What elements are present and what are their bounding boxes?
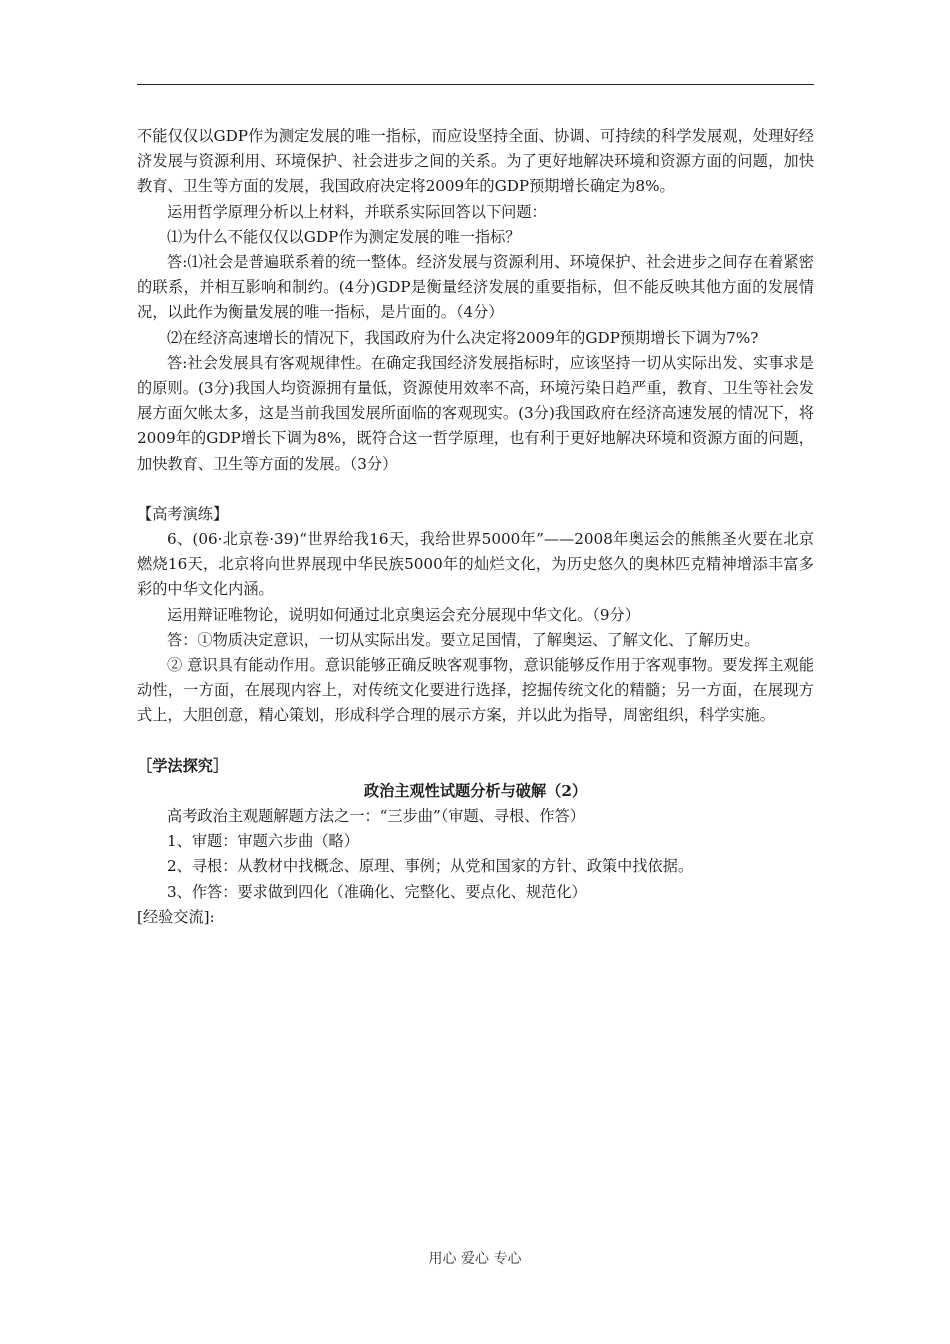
header-rule (137, 84, 814, 85)
method-section-heading: ［学法探究］ (137, 756, 229, 775)
instruction-paragraph: 运用哲学原理分析以上材料，并联系实际回答以下问题： (167, 202, 547, 221)
exam-answer-2: ② 意识具有能动作用。意识能够正确反映客观事物，意识能够反作用于客观事物。要发挥主观能动性，一方面，在展现内容上，对传统文化要进行选择，挖掘传统文化的精髓；另一方面，在展现方式上，大胆创意，精心策划，形成科学合理的展示方案，并以此为指导，周密组织，科学实施。 (137, 656, 814, 725)
exam-answer-1: 答：①物质决定意识，一切从实际出发。要立足国情，了解奥运、了解文化、了解历史。 (167, 630, 760, 649)
document-body (137, 124, 814, 930)
method-step-1: 1、审题：审题六步曲（略） (167, 832, 359, 851)
page-footer: 用心 爱心 专心 (428, 1251, 522, 1267)
method-step-2: 2、寻根：从教材中找概念、原理、事例；从党和国家的方针、政策中找依据。 (167, 857, 694, 876)
question-1: ⑴为什么不能仅仅以GDP作为测定发展的唯一指标？ (167, 227, 521, 246)
answer-2: 答:社会发展具有客观规律性。在确定我国经济发展指标时，应该坚持一切从实际出发、实事求是的原则。(3分)我国人均资源拥有量低，资源使用效率不高，环境污染日趋严重，教育、卫生等社会发展方面欠帐太多，这是当前我国发展所面临的客观现实。(3分)我国政府在经济高速发展的情况下，将2009年的GDP增长下调为8%，既符合这一哲学原理，也有利于更好地解决环境和资源方面的问题，加快教育、卫生等方面的发展。（3分） (137, 353, 814, 473)
spacer (137, 477, 814, 502)
experience-exchange-heading: [经验交流]: (137, 907, 215, 926)
spacer (137, 729, 814, 754)
method-step-3: 3、作答：要求做到四化（准确化、完整化、要点化、规范化） (167, 882, 587, 901)
exam-question-material: 6、(06·北京卷·39)“世界给我16天，我给世界5000年”——2008年奥运会的熊熊圣火要在北京燃烧16天，北京将向世界展现中华民族5000年的灿烂文化，为历史悠久的奥林匹克精神增添丰富多彩的中华文化内涵。 (137, 530, 814, 599)
exam-question-prompt: 运用辩证唯物论，说明如何通过北京奥运会充分展现中华文化。（9分） (167, 605, 640, 624)
method-intro: 高考政治主观题解题方法之一：“三步曲”（审题、寻根、作答） (167, 807, 585, 826)
answer-1: 答:⑴社会是普遍联系着的统一整体。经济发展与资源利用、环境保护、社会进步之间存在着紧密的联系，并相互影响和制约。(4分)GDP是衡量经济发展的重要指标，但不能反映其他方面的发展情况，以此作为衡量发展的唯一指标，是片面的。（4分） (137, 253, 814, 322)
method-section-title: 政治主观性试题分析与破解（2） (363, 781, 588, 800)
exam-section-heading: 【高考演练】 (137, 504, 229, 523)
material-paragraph: 不能仅仅以GDP作为测定发展的唯一指标，而应设坚持全面、协调、可持续的科学发展观，处理好经济发展与资源利用、环境保护、社会进步之间的关系。为了更好地解决环境和资源方面的问题，加快教育、卫生等方面的发展，我国政府决定将2009年的GDP预期增长确定为8%。 (137, 127, 814, 196)
question-2: ⑵在经济高速增长的情况下，我国政府为什么决定将2009年的GDP预期增长下调为7%? (167, 328, 759, 347)
